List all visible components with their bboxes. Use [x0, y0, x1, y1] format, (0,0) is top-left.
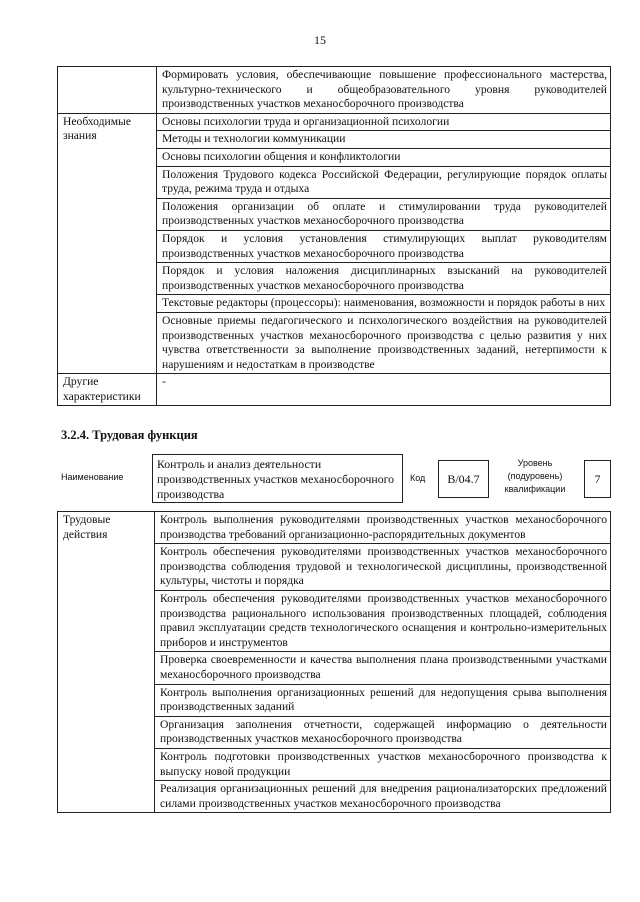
qualification-level-box: 7: [584, 460, 611, 498]
knowledge-item: Основы психологии общения и конфликтологии: [157, 148, 611, 166]
page-number: 15: [314, 33, 326, 47]
knowledge-item: Основы психологии труда и организационной психологии: [157, 113, 611, 131]
table-row: [58, 374, 611, 406]
qualification-level-label: Уровень (подуровень) квалификации: [504, 458, 566, 494]
labor-action-item: Контроль обеспечения руководителями производственных участков механосборочного производства рационального использования производственных площадей, соблюдения правил эксплуатации средств технологического оснащения и контрольно-измерительных приборов и инструментов: [155, 590, 611, 651]
labor-actions-table: [57, 511, 611, 813]
labor-action-item: Контроль подготовки производственных участков механосборочного производства к выпуску новой продукции: [155, 748, 611, 780]
other-characteristics-label: Другие характеристики: [58, 374, 157, 406]
continued-skill-text: Формировать условия, обеспечивающие повышение профессионального мастерства, культурно-технического и общеобразовательного уровня руководителей производственных участков механосборочного производства: [157, 67, 611, 114]
knowledge-item: Основные приемы педагогического и психологического воздействия на руководителей производственных участков механосборочного производства с целью развития у них чувства ответственности за выполнение производственных заданий, нетерпимости к нарушениям и недостаткам в производстве: [157, 312, 611, 373]
knowledge-table: [57, 66, 611, 406]
knowledge-label: Необходимые знания: [58, 113, 157, 374]
function-name-box: Контроль и анализ деятельности производственных участков механосборочного производства: [152, 454, 403, 503]
empty-label-cell: [58, 67, 157, 114]
knowledge-item: Текстовые редакторы (процессоры): наименования, возможности и порядок работы в них: [157, 295, 611, 313]
table-row: [58, 113, 611, 131]
labor-action-item: Реализация организационных решений для внедрения рационализаторских предложений силами производственных участков механосборочного производства: [155, 781, 611, 813]
knowledge-item: Положения организации об оплате и стимулировании труда руководителей производственных участков механосборочного производства: [157, 198, 611, 230]
labor-action-item: Проверка своевременности и качества выполнения плана производственными участками механосборочного производства: [155, 652, 611, 684]
labor-actions-label: Трудовые действия: [58, 512, 155, 813]
section-heading: 3.2.4. Трудовая функция: [61, 428, 198, 442]
knowledge-item: Положения Трудового кодекса Российской Федерации, регулирующие порядок оплаты труда, режима труда и отдыха: [157, 166, 611, 198]
knowledge-item: Порядок и условия наложения дисциплинарных взысканий на руководителей производственных участков механосборочного производства: [157, 263, 611, 295]
code-label: Код: [410, 473, 426, 483]
labor-action-item: Контроль выполнения организационных решений для недопущения срыва выполнения производственных заданий: [155, 684, 611, 716]
labor-action-item: Контроль выполнения руководителями производственных участков механосборочного производства требований организационно-распорядительных документов: [155, 512, 611, 544]
labor-action-item: Контроль обеспечения руководителями производственных участков механосборочного производства соблюдения трудовой и технологической дисциплины, производственной культуры, чистоты и порядка: [155, 544, 611, 591]
code-box: B/04.7: [438, 460, 489, 498]
function-name-label: Наименование: [61, 472, 124, 482]
table-row: [58, 67, 611, 114]
labor-action-item: Организация заполнения отчетности, содержащей информацию о деятельности производственных участков механосборочного производства: [155, 716, 611, 748]
knowledge-item: Порядок и условия установления стимулирующих выплат руководителям производственных участков механосборочного производства: [157, 230, 611, 262]
table-row: [58, 512, 611, 544]
knowledge-item: Методы и технологии коммуникации: [157, 131, 611, 149]
other-characteristics-value: -: [157, 374, 611, 406]
